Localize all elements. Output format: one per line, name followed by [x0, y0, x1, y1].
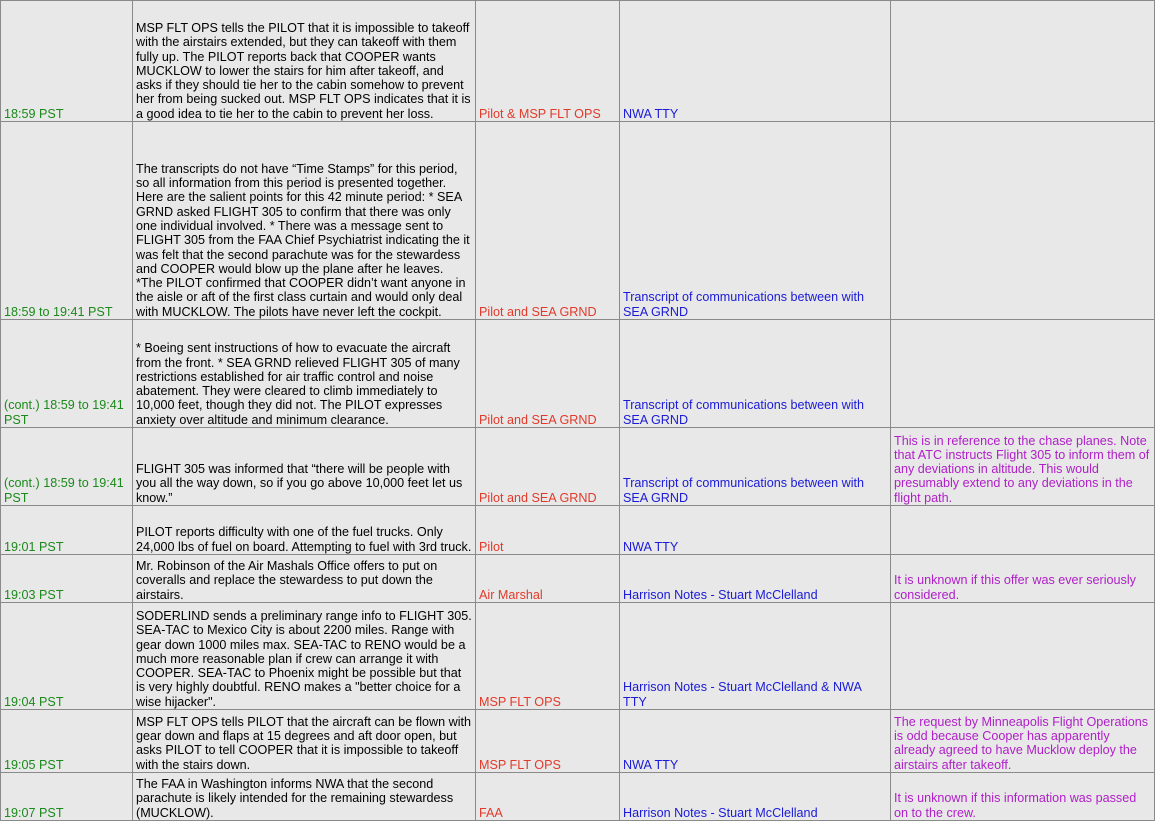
- reference-cell: Transcript of communications between with SEA GRND: [620, 320, 891, 428]
- notes-cell: [891, 506, 1155, 555]
- time-cell: 18:59 to 19:41 PST: [1, 122, 133, 320]
- reference-cell: Harrison Notes - Stuart McClelland & NWA TTY: [620, 603, 891, 710]
- table-row: [1, 773, 1155, 821]
- notes-cell: It is unknown if this offer was ever seriously considered.: [891, 555, 1155, 603]
- event-cell: MSP FLT OPS tells the PILOT that it is impossible to takeoff with the airstairs extended, but they can takeoff with them fully up. The PILOT reports back that COOPER wants MUCKLOW to lower the stairs for him after takeoff, and asks if they should tie her to the cabin somehow to prevent her from being sucked out. MSP FLT OPS indicates that it is a good idea to tie her to the cabin to prevent her loss.: [133, 1, 476, 122]
- notes-cell: [891, 603, 1155, 710]
- reference-cell: Transcript of communications between with SEA GRND: [620, 122, 891, 320]
- event-cell: Mr. Robinson of the Air Mashals Office offers to put on coveralls and replace the stewardess to put down the airstairs.: [133, 555, 476, 603]
- source-cell: FAA: [476, 773, 620, 821]
- reference-cell: Harrison Notes - Stuart McClelland: [620, 555, 891, 603]
- event-cell: The FAA in Washington informs NWA that the second parachute is likely intended for the remaining stewardess (MUCKLOW).: [133, 773, 476, 821]
- table-row: [1, 603, 1155, 710]
- notes-cell: It is unknown if this information was passed on to the crew.: [891, 773, 1155, 821]
- source-cell: Pilot and SEA GRND: [476, 122, 620, 320]
- table-row: [1, 710, 1155, 773]
- table-row: [1, 555, 1155, 603]
- event-cell: PILOT reports difficulty with one of the fuel trucks. Only 24,000 lbs of fuel on board. Attempting to fuel with 3rd truck.: [133, 506, 476, 555]
- event-cell: * Boeing sent instructions of how to evacuate the aircraft from the front. * SEA GRND relieved FLIGHT 305 of many restrictions established for air traffic control and noise abatement. They were cleared to climb immediately to 10,000 feet, though they did not. The PILOT expresses anxiety over altitude and minimum clearance.: [133, 320, 476, 428]
- table-row: [1, 428, 1155, 506]
- time-cell: (cont.) 18:59 to 19:41 PST: [1, 320, 133, 428]
- time-cell: 19:05 PST: [1, 710, 133, 773]
- notes-cell: This is in reference to the chase planes. Note that ATC instructs Flight 305 to inform them of any deviations in altitude. This would presumably extend to any deviations in the flight path.: [891, 428, 1155, 506]
- source-cell: Pilot and SEA GRND: [476, 320, 620, 428]
- notes-cell: [891, 122, 1155, 320]
- event-cell: MSP FLT OPS tells PILOT that the aircraft can be flown with gear down and flaps at 15 degrees and aft door open, but asks PILOT to tell COOPER that it is impossible to takeoff with the stairs down.: [133, 710, 476, 773]
- time-cell: 19:01 PST: [1, 506, 133, 555]
- notes-cell: [891, 1, 1155, 122]
- event-cell: SODERLIND sends a preliminary range info to FLIGHT 305. SEA-TAC to Mexico City is about 2200 miles. Range with gear down 1000 miles max. SEA-TAC to RENO would be a much more reasonable plan if crew can arrange it with COOPER. SEA-TAC to Phoenix might be possible but that is very highly doubtful. RENO makes a "better choice for a wise hijacker".: [133, 603, 476, 710]
- reference-cell: Harrison Notes - Stuart McClelland: [620, 773, 891, 821]
- notes-cell: The request by Minneapolis Flight Operations is odd because Cooper has apparently already agreed to have Mucklow deploy the airstairs after takeoff.: [891, 710, 1155, 773]
- table-row: [1, 320, 1155, 428]
- source-cell: Air Marshal: [476, 555, 620, 603]
- time-cell: 19:03 PST: [1, 555, 133, 603]
- event-cell: The transcripts do not have “Time Stamps” for this period, so all information from this period is presented together. Here are the salient points for this 42 minute period: * SEA GRND asked FLIGHT 305 to confirm that there was only one individual involved. * There was a message sent to FLIGHT 305 from the FAA Chief Psychiatrist indicating the it was felt that the second parachute was for the stewardess and COOPER would blow up the plane after he leaves. *The PILOT confirmed that COOPER didn’t want anyone in the aisle or aft of the first class curtain and would only deal with MUCKLOW. The pilots have never left the cockpit.: [133, 122, 476, 320]
- time-cell: 19:04 PST: [1, 603, 133, 710]
- source-cell: Pilot: [476, 506, 620, 555]
- time-cell: 18:59 PST: [1, 1, 133, 122]
- time-cell: 19:07 PST: [1, 773, 133, 821]
- source-cell: MSP FLT OPS: [476, 603, 620, 710]
- table-row: [1, 122, 1155, 320]
- reference-cell: NWA TTY: [620, 710, 891, 773]
- table-row: [1, 1, 1155, 122]
- notes-cell: [891, 320, 1155, 428]
- reference-cell: NWA TTY: [620, 506, 891, 555]
- source-cell: Pilot and SEA GRND: [476, 428, 620, 506]
- reference-cell: Transcript of communications between with SEA GRND: [620, 428, 891, 506]
- event-cell: FLIGHT 305 was informed that “there will be people with you all the way down, so if you go above 10,000 feet let us know.”: [133, 428, 476, 506]
- source-cell: Pilot & MSP FLT OPS: [476, 1, 620, 122]
- reference-cell: NWA TTY: [620, 1, 891, 122]
- source-cell: MSP FLT OPS: [476, 710, 620, 773]
- time-cell: (cont.) 18:59 to 19:41 PST: [1, 428, 133, 506]
- table-row: [1, 506, 1155, 555]
